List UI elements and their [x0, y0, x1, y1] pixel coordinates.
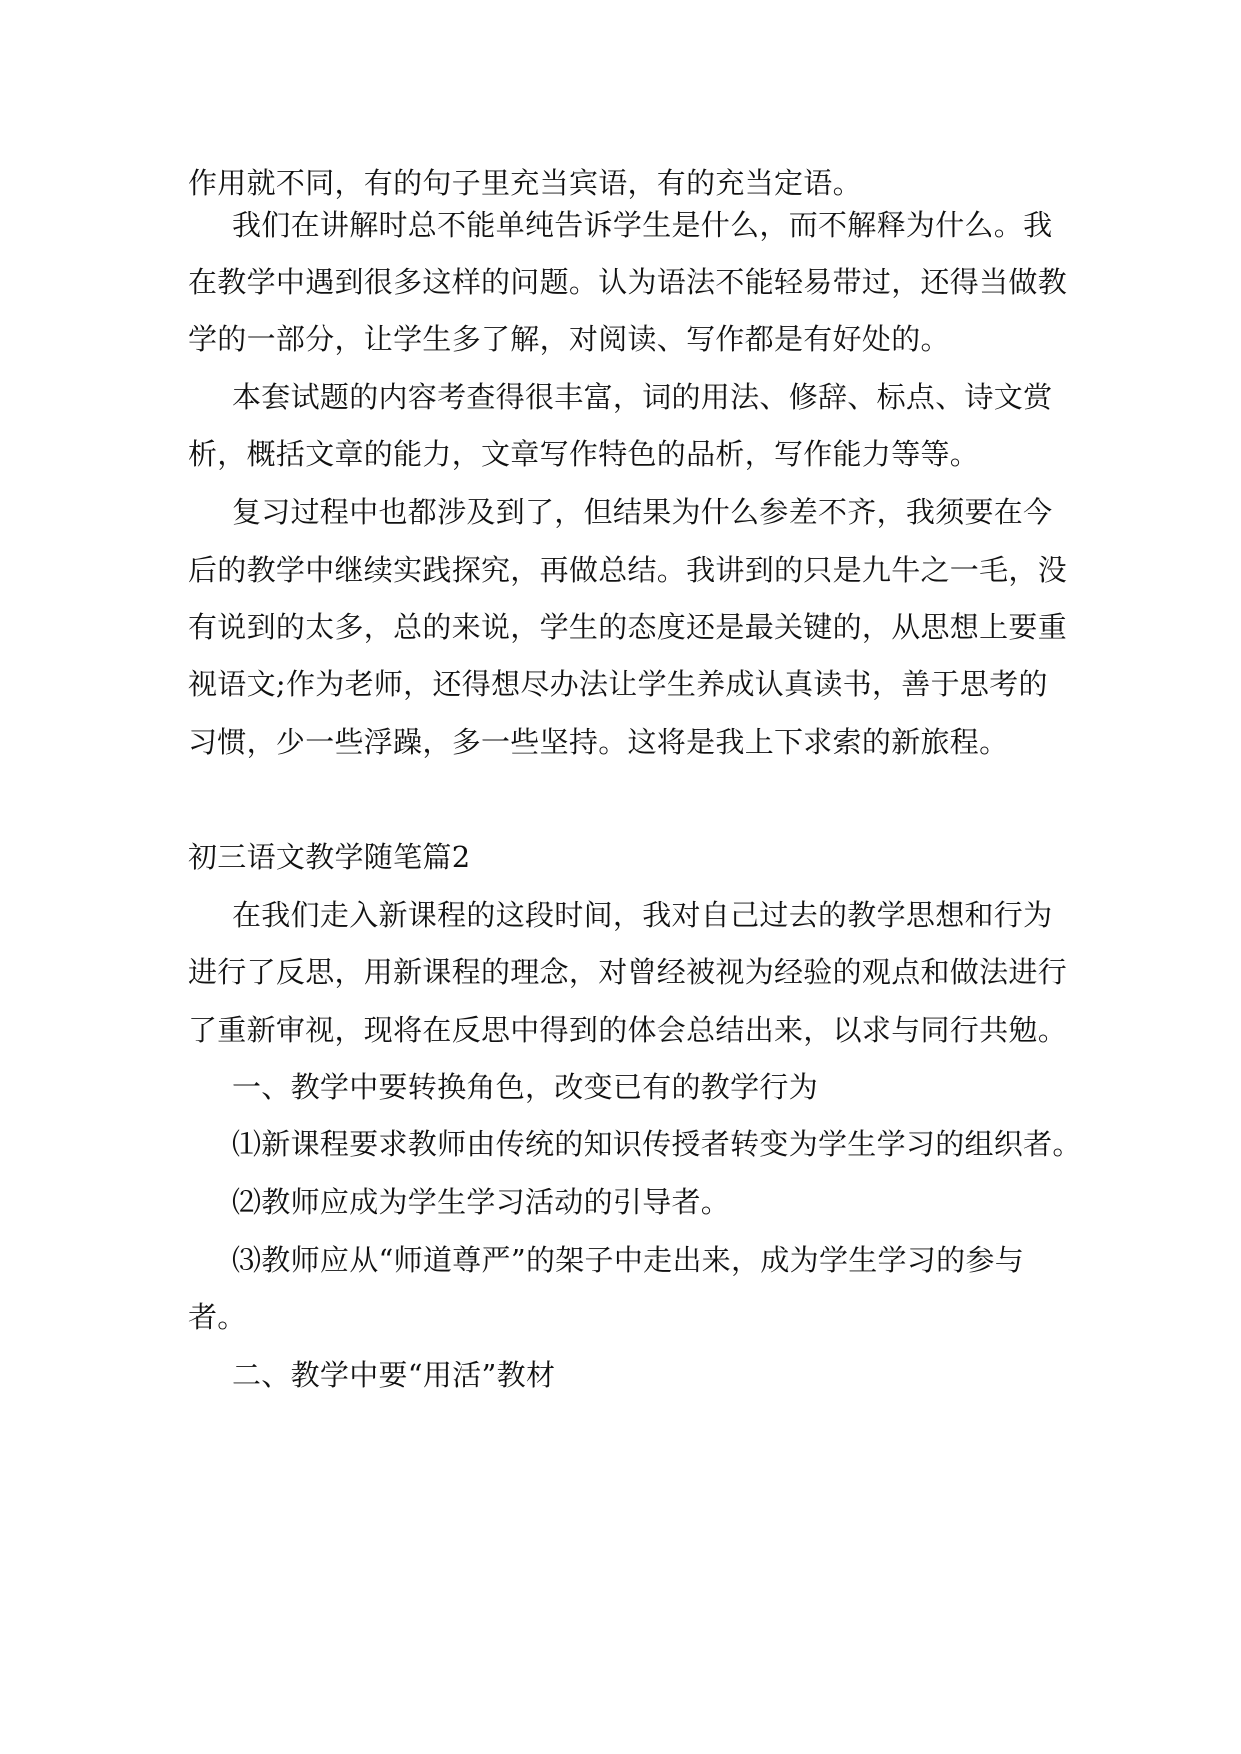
paragraph-line: 进行了反思，用新课程的理念，对曾经被视为经验的观点和做法进行: [188, 955, 1068, 989]
paragraph-line: 后的教学中继续实践探究，再做总结。我讲到的只是九牛之一毛，没: [188, 553, 1068, 587]
paragraph-line: 视语文;作为老师，还得想尽办法让学生养成认真读书，善于思考的: [188, 667, 1048, 701]
paragraph-line: 析，概括文章的能力，文章写作特色的品析，写作能力等等。: [188, 437, 980, 471]
paragraph-line: 作用就不同，有的句子里充当宾语，有的充当定语。: [188, 166, 862, 200]
paragraph-line: 了重新审视，现将在反思中得到的体会总结出来，以求与同行共勉。: [188, 1013, 1068, 1047]
subheading: 二、教学中要“用活”教材: [232, 1358, 556, 1392]
section-heading: 初三语文教学随笔篇2: [188, 840, 471, 874]
paragraph-line: 习惯，少一些浮躁，多一些坚持。这将是我上下求索的新旅程。: [188, 725, 1009, 759]
subheading: 一、教学中要转换角色，改变已有的教学行为: [232, 1070, 819, 1104]
list-item: ⑵教师应成为学生学习活动的引导者。: [232, 1185, 731, 1219]
paragraph-line: 在我们走入新课程的这段时间，我对自己过去的教学思想和行为: [232, 898, 1053, 932]
paragraph-line: 在教学中遇到很多这样的问题。认为语法不能轻易带过，还得当做教: [188, 265, 1068, 299]
paragraph-line: 本套试题的内容考查得很丰富，词的用法、修辞、标点、诗文赏: [232, 380, 1053, 414]
paragraph-line: 学的一部分，让学生多了解，对阅读、写作都是有好处的。: [188, 322, 950, 356]
paragraph-line: 有说到的太多，总的来说，学生的态度还是最关键的，从思想上要重: [188, 610, 1068, 644]
paragraph-line: 复习过程中也都涉及到了，但结果为什么参差不齐，我须要在今: [232, 495, 1053, 529]
list-item-continuation: 者。: [188, 1300, 247, 1334]
list-item: ⑴新课程要求教师由传统的知识传授者转变为学生学习的组织者。: [232, 1127, 1082, 1161]
paragraph-line: 我们在讲解时总不能单纯告诉学生是什么，而不解释为什么。我: [232, 208, 1053, 242]
list-item: ⑶教师应从“师道尊严”的架子中走出来，成为学生学习的参与: [232, 1243, 1025, 1277]
